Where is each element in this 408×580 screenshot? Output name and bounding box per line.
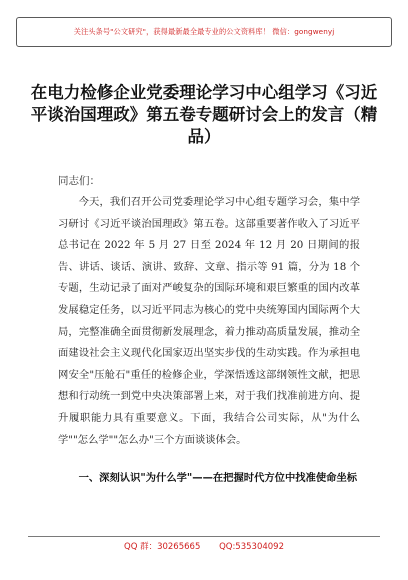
footer-qq-number: QQ:535304092 [219, 542, 284, 552]
footer-divider [28, 536, 380, 537]
document-title: 在电力检修企业党委理论学习中心组学习《习近平谈治国理政》第五卷专题研讨会上的发言（精品） [30, 83, 378, 146]
salutation: 同志们： [58, 175, 100, 187]
body-paragraph: 今天，我们召开公司党委理论学习中心组专题学习会，集中学习研讨《习近平谈治国理政》第五卷。这部重要著作收入了习近平总书记在 2022 年 5 月 27 日至 2024 年 12 月 20 日期间的报告、讲话、谈话、演讲、致辞、文章、指示等 91 篇，分为 18 个专题，生动记录了面对严峻复杂的国际环境和艰巨繁重的国内改革发展稳定任务，以习近平同志为核心的党中央统筹国内国际两个大局，完整准确全面贯彻新发展理念，着力推动高质量发展，推动全面建设社会主义现代化国家迈出坚实步伐的生动实践。作为承担电网安全"压舱石"重任的检修企业，学深悟透这部纲领性文献，把思想和行动统一到党中央决策部署上来，对于我们找准前进方向、提升履职能力具有重要意义。下面，我结合公司实际，从"为什么学""怎么学""怎么办"三个方面谈谈体会。 [58, 196, 360, 446]
section-heading: 一、深刻认识"为什么学"——在把握时代方位中找准使命坐标 [78, 472, 358, 484]
header-banner [16, 17, 392, 47]
footer-qq-group: QQ 群：30265665 [124, 542, 201, 552]
header-banner-text: 关注头条号"公文研究"，获得最新最全最专业的公文资料库！ 微信：gongwenyj [73, 27, 335, 36]
footer-contact [0, 540, 408, 552]
